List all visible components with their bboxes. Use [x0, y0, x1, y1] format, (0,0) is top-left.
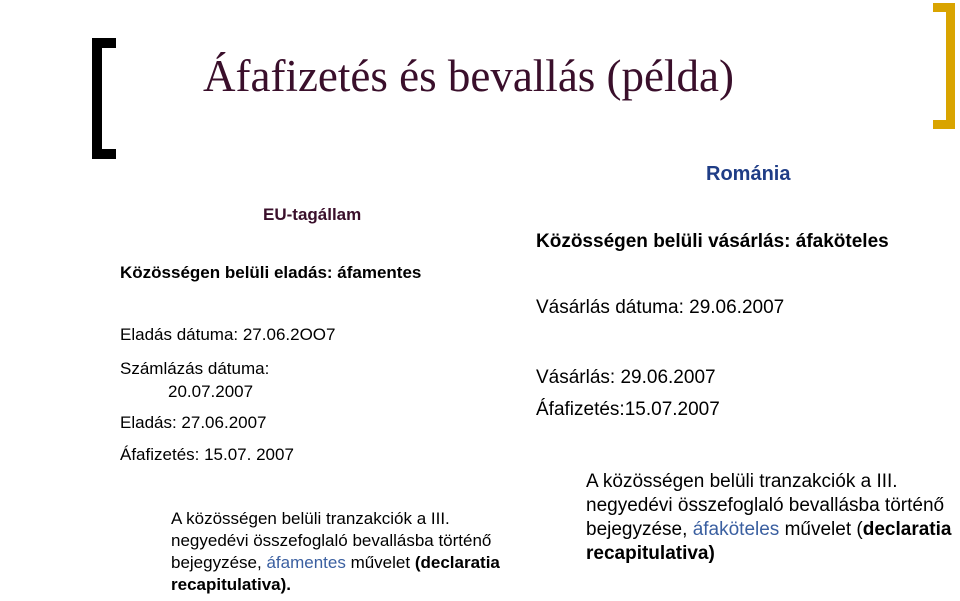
left-invoice-date-label: Számlázás dátuma: [120, 359, 270, 378]
right-bracket-decoration [933, 3, 955, 129]
slide-title: Áfafizetés és bevallás (példa) [203, 51, 734, 101]
left-summary-highlight: áfamentes [266, 553, 346, 572]
left-summary-bold: (declaratia recapitulativa). [171, 553, 500, 594]
left-summary-middle: művelet [345, 553, 415, 572]
right-vat-payment: Áfafizetés:15.07.2007 [536, 399, 720, 420]
left-column-subheading: Közösségen belüli eladás: áfamentes [120, 263, 422, 282]
right-summary-intro: A közösségen belüli tranzakciók a III. negyedévi összefoglaló bevallásba történő bejegyzése, [586, 471, 945, 540]
right-column-subheading: Közösségen belüli vásárlás: áfaköteles [536, 231, 889, 252]
left-invoice-date-value: 20.07.2007 [168, 382, 254, 401]
right-column-heading: Románia [706, 163, 791, 185]
left-sale: Eladás: 27.06.2007 [120, 413, 267, 432]
right-summary-paragraph [586, 470, 956, 566]
right-purchase: Vásárlás: 29.06.2007 [536, 367, 716, 388]
left-sale-date: Eladás dátuma: 27.06.2OO7 [120, 325, 336, 344]
left-column-heading: EU-tagállam [263, 205, 362, 224]
left-summary-intro: A közösségen belüli tranzakciók a III. negyedévi összefoglaló bevallásba történő bejegyzése, [171, 509, 492, 572]
left-bracket-decoration [92, 38, 116, 159]
right-purchase-date: Vásárlás dátuma: 29.06.2007 [536, 297, 785, 318]
left-summary-paragraph [171, 508, 521, 596]
right-summary-middle: művelet ( [779, 519, 863, 540]
right-summary-bold: declaratia recapitulativa) [586, 519, 952, 564]
left-vat-payment: Áfafizetés: 15.07. 2007 [120, 445, 294, 464]
right-summary-highlight: áfaköteles [692, 519, 780, 540]
